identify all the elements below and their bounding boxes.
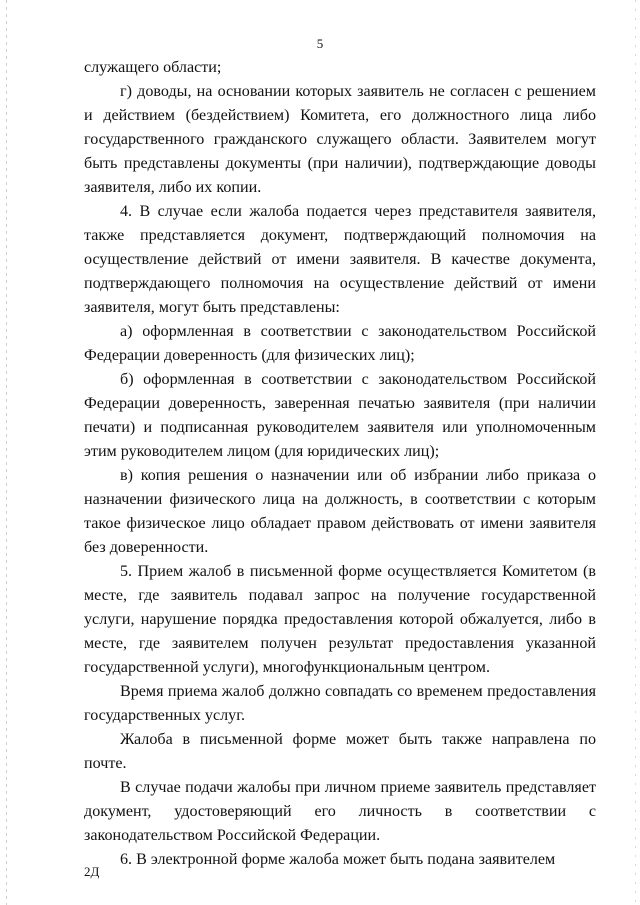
paragraph-item-v: в) копия решения о назначении или об избрании либо приказа о назначении физического лица на должность, в соответствии с которым такое физическое лицо обладает правом действовать от имени заявителя без доверенности. bbox=[84, 467, 596, 556]
page-number: 5 bbox=[316, 36, 324, 51]
paragraph-personal-reception: В случае подачи жалобы при личном приеме заявитель представляет документ, удостоверяющий его личность в соответствии с законодательством Российской Федерации. bbox=[84, 779, 596, 844]
scan-edge-left bbox=[6, 0, 7, 905]
paragraph-reception-time: Время приема жалоб должно совпадать со временем предоставления государственных услуг. bbox=[84, 683, 596, 724]
paragraph-item-g: г) доводы, на основании которых заявитель не согласен с решением и действием (бездействием) Комитета, его должностного лица либо государственного гражданского служащего области. Заявителем могут быть представлены документы (при наличии), подтверждающие доводы заявителя, либо их копии. bbox=[84, 83, 596, 196]
paragraph-section-4: 4. В случае если жалоба подается через представителя заявителя, также представляется документ, подтверждающий полномочия на осуществление действий от имени заявителя. В качестве документа, подтверждающего полномочия на осуществление действий от имени заявителя, могут быть представлены: bbox=[84, 203, 596, 316]
document-body bbox=[84, 56, 596, 872]
paragraph-item-b: б) оформленная в соответствии с законодательством Российской Федерации доверенность, заверенная печатью заявителя (при наличии печати) и подписанная руководителем заявителя или уполномоченным этим руководителем лицом (для юридических лиц); bbox=[84, 371, 596, 460]
footer-mark: 2Д bbox=[84, 864, 100, 879]
paragraph-postal: Жалоба в письменной форме может быть также направлена по почте. bbox=[84, 731, 596, 772]
paragraph-item-a: а) оформленная в соответствии с законодательством Российской Федерации доверенность (для физических лиц); bbox=[84, 323, 596, 364]
paragraph-section-6: 6. В электронной форме жалоба может быть подана заявителем bbox=[120, 851, 556, 868]
paragraph-section-5: 5. Прием жалоб в письменной форме осуществляется Комитетом (в месте, где заявитель подавал запрос на получение государственной услуги, нарушение порядка предоставления которой обжалуется, либо в месте, где заявителем получен результат предоставления указанной государственной услуги), многофункциональным центром. bbox=[84, 563, 596, 676]
scan-edge-right bbox=[635, 0, 636, 905]
paragraph-continuation: служащего области; bbox=[84, 59, 222, 76]
